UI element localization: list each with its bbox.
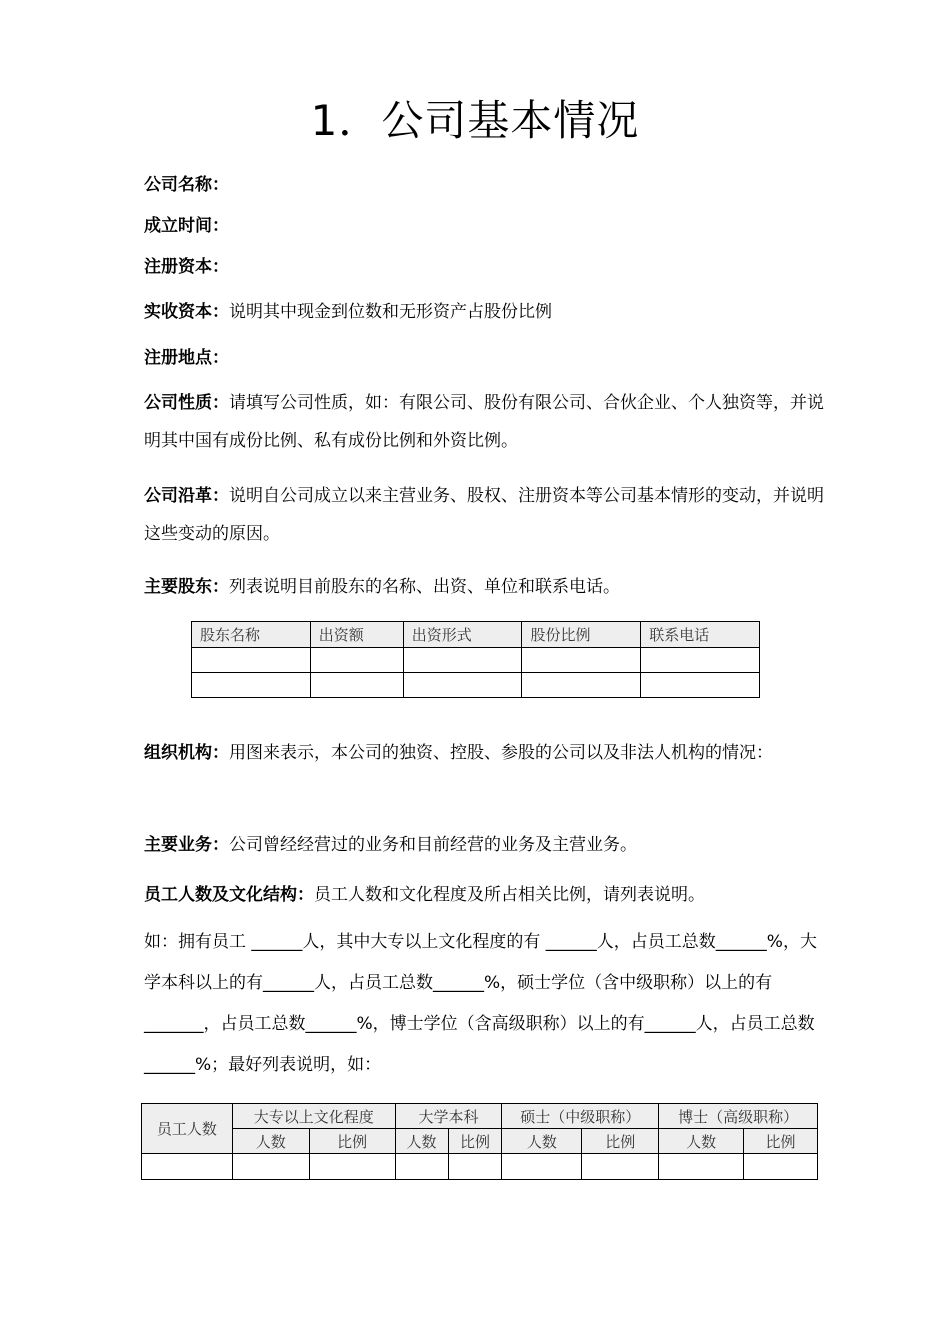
table-cell[interactable] — [744, 1154, 818, 1180]
subheader-ratio: 比例 — [582, 1129, 659, 1154]
subheader-ratio: 比例 — [309, 1129, 395, 1154]
header-bachelor: 大学本科 — [395, 1104, 502, 1129]
table-row — [142, 1154, 818, 1180]
company-name-field — [144, 166, 824, 204]
company-history-field — [144, 477, 824, 553]
header-capital-form: 出资形式 — [403, 622, 522, 648]
header-shareholder-name: 股东名称 — [192, 622, 311, 648]
established-time-field — [144, 207, 824, 245]
subheader-count: 人数 — [232, 1129, 309, 1154]
header-capital-amount: 出资额 — [310, 622, 403, 648]
table-cell[interactable] — [395, 1154, 448, 1180]
paid-capital-text: 说明其中现金到位数和无形资产占股份比例 — [229, 302, 552, 322]
table-cell[interactable] — [142, 1154, 233, 1180]
registered-address-label: 注册地点： — [144, 348, 229, 368]
table-cell[interactable] — [582, 1154, 659, 1180]
organization-field — [144, 734, 824, 772]
major-shareholders-field — [144, 568, 824, 606]
registered-capital-label: 注册资本： — [144, 257, 229, 277]
page-title: 1．公司基本情况 — [310, 96, 640, 145]
paid-capital-field — [144, 293, 824, 331]
table-cell[interactable] — [403, 673, 522, 698]
major-shareholders-text: 列表说明目前股东的名称、出资、单位和联系电话。 — [229, 577, 620, 597]
major-shareholders-label: 主要股东： — [144, 577, 229, 597]
table-row — [192, 648, 760, 673]
main-business-label: 主要业务： — [144, 835, 229, 855]
header-contact-phone: 联系电话 — [641, 622, 760, 648]
table-cell[interactable] — [309, 1154, 395, 1180]
table-subheader-row — [142, 1129, 818, 1154]
staff-structure-field — [144, 876, 824, 914]
table-cell[interactable] — [403, 648, 522, 673]
table-cell[interactable] — [522, 673, 641, 698]
header-staff-count: 员工人数 — [142, 1104, 233, 1154]
registered-address-field — [144, 339, 824, 377]
company-history-text: 说明自公司成立以来主营业务、股权、注册资本等公司基本情形的变动，并说明这些变动的原因。 — [144, 486, 824, 544]
subheader-count: 人数 — [395, 1129, 448, 1154]
company-nature-field — [144, 384, 824, 460]
table-header-row — [192, 622, 760, 648]
table-row — [192, 673, 760, 698]
staff-example-paragraph: 如：拥有员工 ______人，其中大专以上文化程度的有 ______人，占员工总数______%，大学本科以上的有______人，占员工总数______%，硕士学位（含中级职称）以上的有_______，占员工总数______%，博士学位（含高级职称）以上的有______人，占员工总数______%；最好列表说明，如： — [144, 932, 817, 1075]
header-share-ratio: 股份比例 — [522, 622, 641, 648]
staff-structure-label: 员工人数及文化结构： — [144, 885, 314, 905]
paid-capital-label: 实收资本： — [144, 302, 229, 322]
table-cell[interactable] — [448, 1154, 502, 1180]
staff-structure-text: 员工人数和文化程度及所占相关比例，请列表说明。 — [314, 885, 705, 905]
subheader-ratio: 比例 — [744, 1129, 818, 1154]
company-name-label: 公司名称： — [144, 175, 229, 195]
subheader-count: 人数 — [659, 1129, 744, 1154]
main-business-text: 公司曾经经营过的业务和目前经营的业务及主营业务。 — [229, 835, 637, 855]
table-cell[interactable] — [232, 1154, 309, 1180]
subheader-ratio: 比例 — [448, 1129, 502, 1154]
header-college-above: 大专以上文化程度 — [232, 1104, 395, 1129]
company-nature-text: 请填写公司性质，如：有限公司、股份有限公司、合伙企业、个人独资等，并说明其中国有成份比例、私有成份比例和外资比例。 — [144, 393, 824, 451]
table-cell[interactable] — [641, 673, 760, 698]
shareholder-table — [191, 621, 760, 698]
established-time-label: 成立时间： — [144, 216, 229, 236]
table-cell[interactable] — [192, 648, 311, 673]
organization-text: 用图来表示，本公司的独资、控股、参股的公司以及非法人机构的情况： — [229, 743, 773, 763]
staff-table — [141, 1103, 818, 1180]
table-cell[interactable] — [641, 648, 760, 673]
header-master: 硕士（中级职称） — [502, 1104, 659, 1129]
company-nature-label: 公司性质： — [144, 393, 229, 413]
header-doctor: 博士（高级职称） — [659, 1104, 818, 1129]
organization-label: 组织机构： — [144, 743, 229, 763]
table-cell[interactable] — [502, 1154, 582, 1180]
main-business-field — [144, 826, 824, 864]
table-cell[interactable] — [310, 673, 403, 698]
table-cell[interactable] — [310, 648, 403, 673]
subheader-count: 人数 — [502, 1129, 582, 1154]
table-cell[interactable] — [659, 1154, 744, 1180]
company-history-label: 公司沿革： — [144, 486, 229, 506]
registered-capital-field — [144, 248, 824, 286]
table-cell[interactable] — [192, 673, 311, 698]
table-cell[interactable] — [522, 648, 641, 673]
table-header-row — [142, 1104, 818, 1129]
